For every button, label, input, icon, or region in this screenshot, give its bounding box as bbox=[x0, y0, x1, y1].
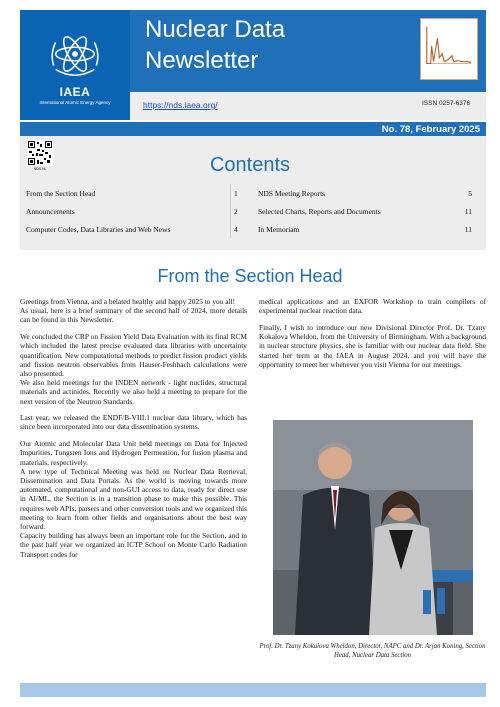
toc-entry-selected-charts[interactable]: Selected Charts, Reports and Documents bbox=[258, 207, 381, 216]
contents-heading: Contents bbox=[209, 154, 291, 176]
newsletter-title-line2: Newsletter bbox=[145, 47, 259, 74]
issn-number: ISSN 0257-6376 bbox=[422, 100, 471, 107]
toc-bottom-band bbox=[20, 238, 486, 250]
org-abbrev: IAEA bbox=[59, 85, 91, 99]
iaea-logo bbox=[20, 10, 130, 120]
article-paragraph: A new type of Technical Meeting was held on Nuclear Data Retrieval, Dissemination and Data Portals. As the world is moving towards more automated, computational and non-GUI access to data, ready for direct use in AI/ML, the Section is in a transition phase to make this possible. This requires web APIs, parsers and other conversion tools and we organized this meeting to learn from other fields and organisations about the best way forward. bbox=[20, 466, 247, 531]
article-paragraph: Greetings from Vienna, and a belated healthy and happy 2025 to you all! bbox=[20, 297, 236, 306]
toc-divider bbox=[230, 184, 231, 238]
article-paragraph: Last year, we released the ENDF/B-VIII.1 nuclear data library, which has since been incorporated into our data dissemination systems. bbox=[20, 413, 247, 432]
article-left-column bbox=[20, 297, 247, 566]
toc-entry-computer-codes[interactable]: Computer Codes, Data Libraries and Web News bbox=[26, 225, 171, 234]
website-link[interactable]: https://nds.iaea.org/ bbox=[143, 100, 218, 110]
article-right-column bbox=[259, 297, 486, 376]
article-paragraph: We also held meetings for the INDEN network - light nuclides, structural materials and actinides. Recently we also held a meeting to prepare for the next version of the Neutron Standards. bbox=[20, 378, 247, 406]
toc-page-number: 1 bbox=[234, 189, 238, 198]
toc-row bbox=[20, 220, 486, 238]
article-title: From the Section Head bbox=[157, 266, 343, 286]
atom-emblem-icon bbox=[46, 25, 104, 83]
org-full-name: International Atomic Energy Agency bbox=[39, 100, 111, 105]
article-paragraph: medical applications and an EXFOR Workshop to train compilers of experimental nuclear reaction data. bbox=[259, 297, 486, 316]
toc-page-number: 4 bbox=[234, 225, 238, 234]
table-of-contents bbox=[20, 184, 486, 238]
toc-entry-meeting-reports[interactable]: NDS Meeting Reports bbox=[258, 189, 326, 198]
toc-entry-announcements[interactable]: Announcements bbox=[26, 207, 75, 216]
footer-band bbox=[20, 683, 486, 697]
toc-row bbox=[20, 202, 486, 220]
article-paragraph: Our Atomic and Molecular Data Unit held meetings on Data for Injected Impurities, Tungsten Ions and Hydrogen Permeation, for fusion plasma and materials, respectively. bbox=[20, 439, 247, 467]
photo-caption: Prof. Dr. Tzany Kokalova Wheldon, Director, NAPC and Dr. Arjan Koning, Section Head, Nuclear Data Section bbox=[259, 643, 486, 659]
article-paragraph: As usual, here is a brief summary of the second half of 2024, more details can be found in this Newsletter. bbox=[20, 306, 247, 325]
toc-entry-section-head[interactable]: From the Section Head bbox=[26, 189, 96, 198]
toc-row bbox=[20, 184, 486, 202]
qr-label: NDS.NL bbox=[33, 167, 47, 171]
article-paragraph: Capacity building has always been an important role for the Section, and in the past half year we organized an ICTP School on Monte Carlo Radiation Transport codes for bbox=[20, 531, 247, 559]
spectrum-chart-icon bbox=[420, 18, 478, 80]
article-paragraph: We concluded the CRP on Fission Yield Data Evaluation with its final RCM which included the latest precise evaluated data libraries with uncertainty quantification. New computational methods to predict fission product yields and fission neutron observables from Hauser-Feshbach calculations were also presented. bbox=[20, 332, 247, 378]
newsletter-title-line1: Nuclear Data bbox=[145, 16, 286, 43]
toc-page-number: 11 bbox=[464, 207, 472, 216]
director-photo bbox=[273, 420, 473, 635]
toc-entry-in-memoriam[interactable]: In Memoriam bbox=[258, 225, 300, 234]
toc-page-number: 5 bbox=[468, 189, 472, 198]
toc-page-number: 2 bbox=[234, 207, 238, 216]
article-paragraph: Finally, I wish to introduce our new Divisional Director Prof. Dr. Tzany Kokalova Wheldon, from the University of Birmingham. With a background in nuclear structure physics, she is familiar with our nuclear data field. She started her term at the IAEA in August 2024, and you will have the opportunity to meet her whenever you visit Vienna for our meetings. bbox=[259, 322, 486, 369]
toc-page-number: 11 bbox=[464, 225, 472, 234]
issue-number: No. 78, February 2025 bbox=[381, 124, 480, 135]
